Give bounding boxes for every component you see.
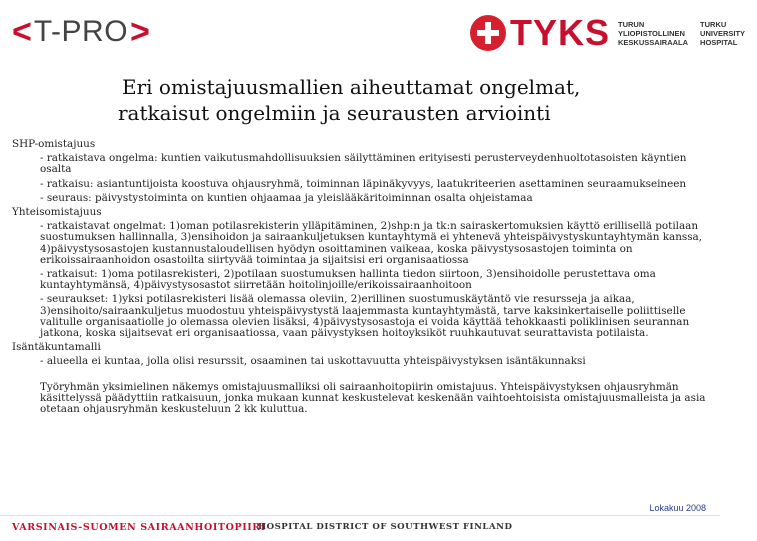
tpro-logo-left-chevron: < — [12, 13, 32, 51]
footer-date: Lokakuu 2008 — [649, 503, 706, 513]
section-item: - seuraukset: 1)yksi potilasrekisteri lisää olemassa oleviin, 2)erillinen suostumuskäytäntö vie resursseja ja aikaa, 3)ensihoito/sairaankuljetus muodostuu yhteispäivystystä laajemmasta kuntayhtymästä, tarve kaksinkertaiselle poliittiselle valitulle organisaatiolle jo olemassa olevien lisäksi, 4)päivystysosastoja ei voida käyttää tehokkaasti poliklinisen seurannan jatkona, koska sijaitsevat eri organisaatiossa, vaan päivystyksen hoitoyksiköt ruuhkautuvat seurattavista potilaista. — [40, 293, 690, 340]
tpro-logo-text: T-PRO — [33, 15, 129, 48]
section-item: - ratkaisut: 1)oma potilasrekisteri, 2)potilaan suostumuksen hallinta tiedon siirtoon, 3)ensihoidolle perustettava oma kuntayhtymänsä, 4)päivystysosastot siirretään hoitolinjoille/erikoissairaanhoitoon — [40, 268, 656, 292]
tyks-fi-line: YLIOPISTOLLINEN — [618, 28, 685, 38]
hospital-cross-icon — [470, 15, 506, 51]
tyks-fi-line: TURUN — [618, 19, 645, 29]
slide-title — [118, 74, 698, 126]
slide-title-line-2: ratkaisut ongelmiin ja seurausten arviointi — [118, 101, 551, 125]
section-item: - ratkaistava ongelma: kuntien vaikutusmahdollisuuksien säilyttäminen erityisesti perusterveydenhuoltotasoisten käyntien osalta — [40, 152, 687, 176]
footer-organization-fi: VARSINAIS-SUOMEN SAIRAANHOITOPIIRI — [12, 522, 266, 533]
tpro-logo — [12, 14, 150, 50]
tyks-logo-english — [700, 20, 745, 47]
tyks-en-line: TURKU — [700, 19, 727, 29]
section-item: - ratkaisu: asiantuntijoista koostuva ohjausryhmä, toiminnan läpinäkyvyys, laatukriteerien asettaminen seuraamukseineen — [40, 177, 687, 190]
tyks-en-line: HOSPITAL — [700, 37, 738, 47]
tpro-logo-right-chevron: > — [130, 13, 150, 51]
section-heading: Yhteisomistajuus — [12, 206, 102, 219]
section-item: - ratkaistavat ongelmat: 1)oman potilasrekisterin ylläpitäminen, 2)shp:n ja tk:n sairaskertomuksien käyttö erillisellä potilaan suostumuksen hallinnalla, 3)ensihoidon ja sairaankuljetuksen kuntayhtymä ei yhtenevä yhteispäivystyskuntayhtymän kanssa, 4)päivystysosastojen kustannustaloudellisen hyödyn osoittaminen vaikeaa, koska päivystysosastojen toiminta on erikoissairaanhoidon osastoilta siirtyvää toimintaa ja sijaitsisi eri organisaatiossa — [40, 220, 703, 266]
tyks-logo-finnish — [618, 20, 688, 47]
section-item: - alueella ei kuntaa, jolla olisi resurssit, osaaminen tai uskottavuutta yhteispäivystyksen isäntäkunnaksi — [40, 355, 586, 368]
section-item: - seuraus: päivystystoiminta on kuntien ohjaamaa ja yleislääkäritoiminnan osalta ohjeistamaa — [40, 191, 533, 204]
conclusion-paragraph: Työryhmän yksimielinen näkemys omistajuusmalliksi oli sairaanhoitopiirin omistajuus. Yhteispäivystyksen ohjausryhmän käsittelyssä päädyttiin ratkaisuun, jonka mukaan kunnat keskustelevat keskenään vaihtoehtoisista omistajuusmalleista ja asia otetaan ohjausryhmän keskusteluun 2 kk kuluttua. — [40, 380, 706, 416]
footer-organization-en: HOSPITAL DISTRICT OF SOUTHWEST FINLAND — [258, 522, 513, 532]
tyks-en-line: UNIVERSITY — [700, 28, 746, 38]
tyks-logo-mark: TYKS — [510, 12, 611, 53]
slide-body — [12, 139, 707, 418]
slide-title-line-1: Eri omistajuusmallien aiheuttamat ongelmat, — [122, 75, 581, 99]
section-heading: SHP-omistajuus — [12, 138, 96, 150]
tyks-fi-line: KESKUSSAIRAALA — [618, 37, 689, 47]
tyks-logo — [470, 12, 757, 54]
section-heading: Isäntäkuntamalli — [12, 341, 101, 354]
